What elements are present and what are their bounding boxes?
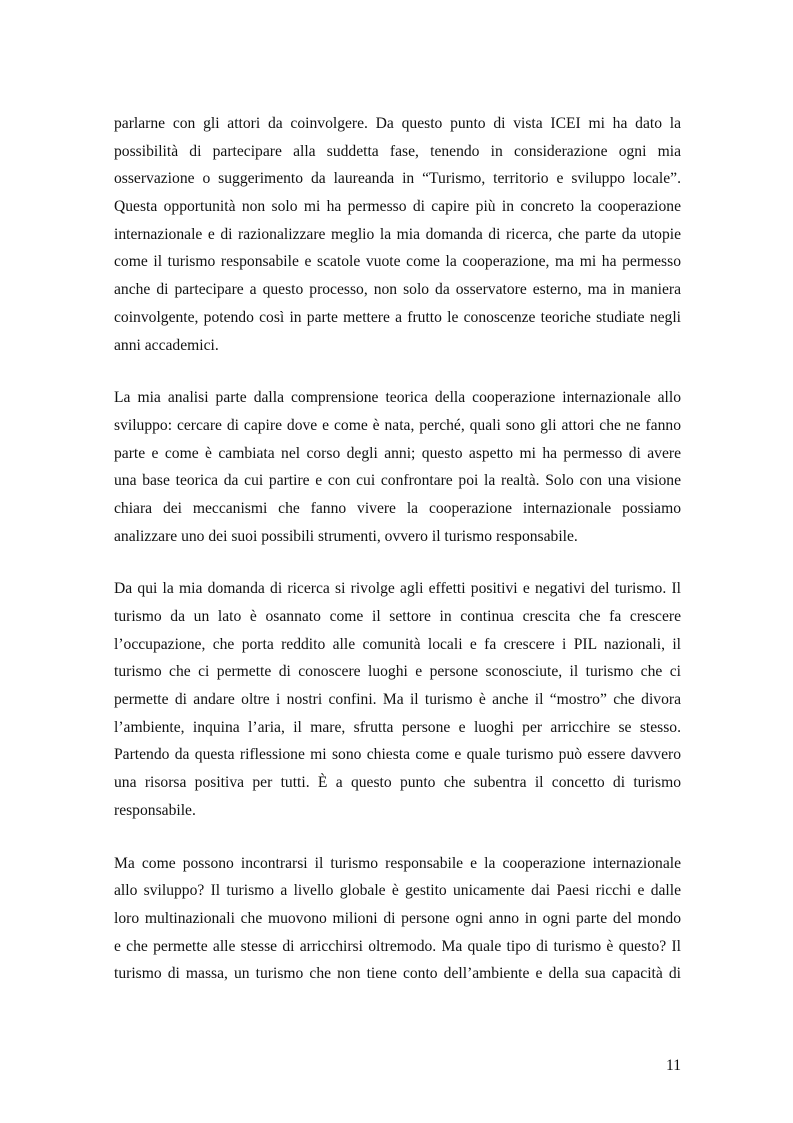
paragraph-3: [114, 575, 681, 824]
text-line: responsabile.: [114, 801, 196, 819]
text-line: turismo di massa, un turismo che non tiene conto dell’ambiente e della sua capacità di: [114, 965, 681, 983]
text-line: parte e come è cambiata nel corso degli anni; questo aspetto mi ha permesso di avere: [114, 444, 681, 462]
text-line: coinvolgente, potendo così in parte mettere a frutto le conoscenze teoriche studiate negli: [114, 308, 681, 326]
text-line: La mia analisi parte dalla comprensione teorica della cooperazione internazionale allo: [114, 389, 681, 407]
paragraph-2: [114, 384, 681, 550]
text-line: parlarne con gli attori da coinvolgere. Da questo punto di vista ICEI mi ha dato la: [114, 115, 681, 132]
text-line: permette di andare oltre i nostri confini. Ma il turismo è anche il “mostro” che divora: [114, 691, 681, 709]
text-line: turismo da un lato è osannato come il settore in continua crescita che fa crescere: [114, 608, 681, 625]
text-line: Partendo da questa riflessione mi sono chiesta come e quale turismo può essere davvero: [114, 746, 681, 764]
text-line: Da qui la mia domanda di ricerca si rivolge agli effetti positivi e negativi del turismo. Il: [114, 580, 681, 598]
text-line: l’ambiente, inquina l’aria, il mare, sfrutta persone e luoghi per arricchire se stesso.: [114, 718, 681, 736]
text-line: una risorsa positiva per tutti. È a questo punto che subentra il concetto di turismo: [114, 774, 681, 792]
text-line: possibilità di partecipare alla suddetta fase, tenendo in considerazione ogni mia: [114, 142, 681, 160]
text-line: l’occupazione, che porta reddito alle comunità locali e fa crescere i PIL nazionali, il: [114, 635, 681, 653]
paragraph-4: [114, 850, 681, 988]
text-line: e che permette alle stesse di arricchirsi oltremodo. Ma quale tipo di turismo è questo? Il: [114, 937, 681, 955]
text-line: anni accademici.: [114, 336, 219, 354]
paragraph-1: [114, 110, 681, 359]
text-line: osservazione o suggerimento da laureanda in “Turismo, territorio e sviluppo locale”.: [114, 170, 681, 188]
text-line: Ma come possono incontrarsi il turismo responsabile e la cooperazione internazionale: [114, 854, 681, 872]
page-body: [114, 110, 681, 1013]
text-line: loro multinazionali che muovono milioni di persone ogni anno in ogni parte del mondo: [114, 909, 681, 927]
text-line: sviluppo: cercare di capire dove e come è nata, perché, quali sono gli attori che ne fanno: [114, 416, 681, 434]
text-line: come il turismo responsabile e scatole vuote come la cooperazione, ma mi ha permesso: [114, 253, 681, 271]
text-line: turismo che ci permette di conoscere luoghi e persone sconosciute, il turismo che ci: [114, 663, 681, 681]
text-line: analizzare uno dei suoi possibili strumenti, ovvero il turismo responsabile.: [114, 527, 578, 545]
text-line: una base teorica da cui partire e con cui confrontare poi la realtà. Solo con una visione: [114, 472, 681, 490]
page-number: 11: [665, 1057, 681, 1074]
text-line: internazionale e di razionalizzare meglio la mia domanda di ricerca, che parte da utopie: [114, 225, 681, 243]
text-line: anche di partecipare a questo processo, non solo da osservatore esterno, ma in maniera: [114, 281, 681, 299]
text-line: Questa opportunità non solo mi ha permesso di capire più in concreto la cooperazione: [114, 198, 681, 216]
text-line: chiara dei meccanismi che fanno vivere la cooperazione internazionale possiamo: [114, 499, 681, 517]
text-line: allo sviluppo? Il turismo a livello globale è gestito unicamente dai Paesi ricchi e dalle: [114, 882, 681, 900]
